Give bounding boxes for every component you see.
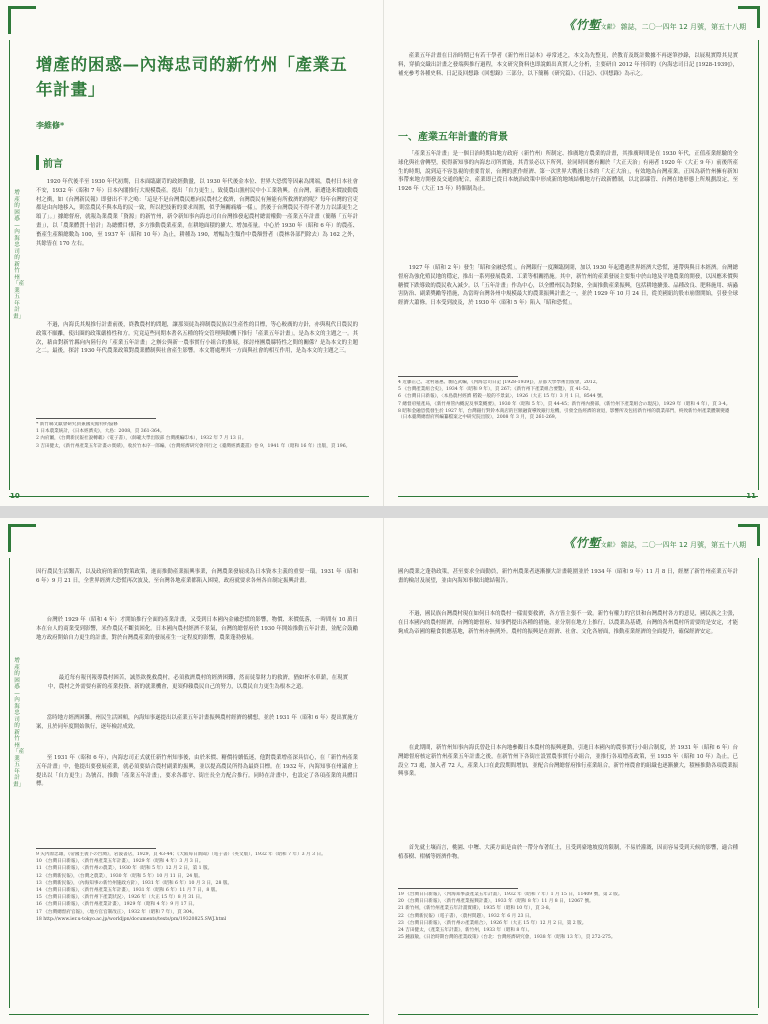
footnote-item: * 新竹縣文獻會研究員兼國史館特約協修 xyxy=(36,422,118,427)
footnote-item: 25 鍾淑敏，《日治時期台灣的產業政策》（台北：台灣經濟研究會，1938 年（昭和 13 年），頁 272-275。 xyxy=(398,935,616,941)
footnote-item: 5 《台灣產業組合史》，1934 年（昭和 9 年），頁 267；《新竹州下產業組合要覽》，頁 41-52。 xyxy=(398,387,594,393)
body-paragraph: 1920 年代後半至 1930 年代初期，日本面臨嚴苛的政經動盪，以 1930 年代後金本位、世界大恐慌等因素為開端，農村日本社會不安，1932 年（昭和 7 年）日本內閣推行大規模農產。提出「自力更生」，致使農山漁村民中小工業勃興。在台灣，新遭逢米價波動農村之衝，如《台灣新民報》即發出不平之鳴：「這是不是台灣農民應向民農村之救濟，台灣農民有無能有所救濟的的呢？每年台灣的官吏都是由內地移入，則當農民不與本島的民一致，所以把技術的要求周圍，似乎無關痛癢一樣」，然後于台灣農民不得不著力力以謀更生之頌了」。」據總督府，就報為業農業「資源」的新竹州，新令新知事內海忠司自台灣推發起農村總需權動一產業五年計畫（簡稱「五年計畫」），以「農業體質十倍計」為總體目標，多方推動農業產業，在耕地面積的擴大、增加產量。中心於 1930 年（昭和 6 年）的農產、畜產生產額總數為 100，至 1937 年（昭和 10 年）為止，耕種為 190，增幅為生類作中農額營者（農林各部門除去）為 162 之外，其餘皆在 170 左右。 xyxy=(36,179,358,247)
journal-logo: 《竹塹 xyxy=(563,536,601,550)
quoted-paragraph: 最近每有報刊報導農村困苦，誠然欲挽救農村，必須救濟農村的經濟困難，然而徒靠財力的救濟，猶如杯水車薪，在現實中，農村之外需要有新的產業投資、新的就業機會，更須仰賴農民自己的努力，以農民自力更生為根本之道。 xyxy=(48,675,348,690)
footnote-item: 20 《台灣日日新報》，〈新竹州產業振興計畫〉，1933 年（昭和 8 年）11 月 8 日，12067 號。 xyxy=(398,899,594,905)
footnote-item: 18 http://www.ier.u-tokyo.ac.jp/worldjpn/documents/texts/pm/19320825.SWJ.html xyxy=(36,916,227,922)
body-paragraph: 台灣於 1929 年（昭和 4 年）才開始推行全面的產業計畫，又受到日本國內金融恐慌的影響，物價、米價低落，一時間有 10 萬日本在台人的商業受到影響，米作農民不斷貧困化。日本國內農村經濟不景氣，台灣的總督府於 1930 年開始推動五年計畫，並配合鼓勵地方政府開始自力更生的計畫，對於台灣農產業的發展產生一定程度的影響，農業蓬勃發展。 xyxy=(36,617,358,641)
footnotes xyxy=(398,380,738,490)
author xyxy=(36,120,64,131)
journal-logo-sub: 文獻》 xyxy=(600,24,619,31)
issue-info: 雜誌，二〇一四年 12 月號，第五十八期 xyxy=(620,541,746,549)
footnote-item: 12 《台灣新民報》，〈台灣之農業〉，1930 年（昭和 5 年）10 月 11 日，24 版。 xyxy=(36,873,203,879)
footnote-item: 1 日本農業統計，《日本經濟史》，大島：2008，頁 361-364。 xyxy=(36,429,165,435)
section-heading-background: 一、產業五年計畫的背景 xyxy=(398,132,508,143)
footnote-item: 4 近藤正己、北村嘉惠、駒込武編，《內海忠司日記 [1928-1939]》，京都大學學術出版會，2012。 xyxy=(398,380,601,385)
journal-logo: 《竹塹 xyxy=(563,18,601,32)
page-number: 11 xyxy=(746,492,756,500)
body-paragraph: 不過，國民族台灣農村現在如何日本的農村一樣需要救濟，各方皆主張不一致。新竹有權力的官員和台灣農村各方的意見，國民族之主張，在日本國內的農村經濟，台灣的總督府、知事們提出各種的措施，並分別在地方上推行，以農業為基礎，台灣的各州農村所需要的是安定，才能夠成為帝國的糧食供應基地，新竹州亦無例外。農村的振興是在經濟、社會、文化各層面，推動產業經濟的全面提升，確保經濟安定。 xyxy=(398,611,738,635)
corner-frame xyxy=(8,6,36,34)
body-paragraph: 「產業五年計畫」是一個日治時期由地方政府（新竹州）所制定、推廣地方農業的計畫，其推廣時間是在 1930 年代，正值產業經驗的全球化與社會轉型，使得新知事的內海忠司所實施，其背景必以下所列，並同時回應有關於「大正天治」有兩者 1920 年（大正 9 年）前後所產生的時期，說到這不容忽視的重要背景，台灣的蔗作經濟、第一次世界大戰後日本的「大正大治」，有效地為台灣產業。正因為新竹州擁有新知事帶來地方開發及交通的配合，產業即已從日本統治政策中形成新的地域結構地方行政新體制，以北部縣管、台灣在地形態上所規劃設定，至 1926 年（大正 15 年）時額制為止。 xyxy=(398,151,738,193)
footnote-item: 19 《台灣日日新報》，〈內海知事談產業五年計畫〉，1932 年（昭和 7 年）1 月 15 日，11409 號，第 2 版。 xyxy=(398,892,623,897)
footnote-item: 2 內府屬，《台灣新民報社說轉載》（電子書），（師範大學出版部 台灣漢編印本），1932 年 7 月 13 日。 xyxy=(36,436,247,442)
body-paragraph: 至 1931 年（昭和 6 年），內海忠司正式就任新竹州知事後，由於米價、糖價持續低迷，他對農業增產深具信心，在「新竹州產業五年計畫」中，他提出要發展產業，就必須要結合農村副業的振興，並以提高農民所得為最終目標。在 1932 年，內海知事在州議會上提出以「自力更生」為號召，推動「產業五年計畫」，要求各郡守、街庄長全力配合推行。同時在計畫中，也設定了各項產業的具體目標。 xyxy=(36,755,358,788)
footnote-item: 22 《台灣新民報》（電子書），〈農村問題〉，1932 年 6 月 23 日。 xyxy=(398,913,535,919)
footnote-item: 15 《台灣日日新報》，〈新竹州下產業狀況〉，1926 年（大正 15 年）8 月 31 日。 xyxy=(36,895,205,901)
footnote-item: 11 《台灣日日新報》，〈新竹州の農業〉，1930 年（昭和 5 年）12 月 2 日，第 1 版。 xyxy=(36,866,213,872)
side-running-title: 增產的困惑—內海忠司的新竹州「產業五年計畫」 xyxy=(13,658,25,788)
body-paragraph: 首先就土壤而言，桃園、中壢、大溪方面是由於一帶分布著紅土，且受到臺地坡度的限制，不易於灌溉，因而容易受到天候的影響，適合種植茶樹、柑橘等經濟作物。 xyxy=(398,845,738,860)
footnotes xyxy=(36,422,358,490)
side-running-title: 增產的困惑—內海忠司的新竹州「產業五年計畫」 xyxy=(13,190,25,320)
page-11 xyxy=(384,0,768,506)
footnote-item: 16 《台灣日日新報》，〈新竹州產業計畫〉，1929 年（昭和 4 年）9 月 17 日。 xyxy=(36,902,198,908)
footnote-item: 23 《台灣日日新報》，〈新竹州の產業組合〉，1926 年（大正 15 年）12 月 2 日，第 2 版。 xyxy=(398,920,587,926)
body-paragraph: 因行農民生活艱苦，以及政府的新的對策政策，進而推動產業振興事業，台灣農業發展成為日本資本主義的重要一環。1931 年（昭和 6 年）9 月 21 日，全世界經濟大恐慌再次波及，至台灣各地產業都陷入困境，政府就要求各州各自制定振興計畫。 xyxy=(36,569,358,584)
footnote-item: 9 矢內原忠雄，《帝國主義下の台灣》，岩波書店，1929，頁 43-44；《大阪每日新聞》（電子書）（英文版），1932 年（昭和 7 年）3 月 3 日。 xyxy=(36,852,326,857)
author-note-mark: * xyxy=(60,120,65,130)
journal-header xyxy=(563,534,746,551)
issue-info: 雜誌，二〇一四年 12 月號，第五十八期 xyxy=(620,23,746,31)
footnote-item: 21 新竹州，《新竹州產業五年計畫實績》，1935 年（昭和 10 年），頁 3-8。 xyxy=(398,906,554,912)
footnote-item: 14 《台灣日日新報》，〈新竹州產業五年計畫〉，1931 年（昭和 6 年）11 月 7 日，8 版。 xyxy=(36,887,220,893)
article-title: 增產的困惑—內海忠司的新竹州「產業五年計畫」 xyxy=(36,55,348,99)
footnotes xyxy=(398,892,738,1012)
footnote-item: 13 《台灣新民報》，〈內海知事の新竹州施政方針〉，1931 年（昭和 6 年）10 月 3 日，28 版。 xyxy=(36,880,233,886)
journal-logo-sub: 文獻》 xyxy=(600,542,619,549)
journal-header xyxy=(563,16,746,33)
frame-line xyxy=(9,558,10,1008)
body-paragraph: 產業五年計畫在日治時期已有若干學者《新竹州日誌本》尋常述之，本文為先整見，於教育及既計數據不再逐筆抄錄，以展現實際其見實料，穿插交織出計畫之發端與推行過程，本文研究資料也即說頗出真實人之分析，主要研自 2012 年刊印的《內海忠司日記 [1928-1939]》，補充參考各種史料、日記及回想錄《回想錄》三部分，以下簡稱《研究篇》、《日記》、《回想錄》為示之。 xyxy=(398,53,738,77)
frame-line xyxy=(398,1014,758,1015)
frame-line xyxy=(758,558,759,1008)
frame-line xyxy=(9,1014,369,1015)
footnote-rule xyxy=(36,418,156,419)
frame-line xyxy=(398,496,758,497)
footnote-rule xyxy=(36,848,156,849)
footnote-rule xyxy=(398,888,518,889)
author-name: 李維修 xyxy=(36,120,60,130)
footnote-item: 6 《台灣日日新報》，〈本島農村經濟 稻穀一般的不景氣〉，1926（大正 15 年）3 月 1 日，8544 號。 xyxy=(398,394,607,400)
page-10 xyxy=(0,0,384,506)
footnote-item: 3 吉田健太，《新竹州產業五年計畫の實績》，收於竹本序一郎編，《台灣經濟研究會刊行之《臺灣經濟叢書》卷 9，1941 年（昭和 16 年）出版，頁 196。 xyxy=(36,443,351,449)
frame-line xyxy=(758,40,759,490)
footnote-item: 17 《台灣總督府官報》，〈地方官官制改正〉，1932 年（昭和 7 年），頁 304。 xyxy=(36,909,197,915)
frame-line xyxy=(9,496,369,497)
corner-frame xyxy=(8,524,36,552)
footnote-rule xyxy=(398,376,518,377)
page-13 xyxy=(384,518,768,1024)
footnote-item: 8 昭和金融恐慌發生於 1927 年，台灣銀行對鈴木商店的巨額融資導致銀行危機，引發全島經濟的衰退，影響所及包括新竹州的農業部門，終致新竹州產業體制變遷（日本臺灣總督府所編纂檔案之中研究院出版），2008 年 3 月，頁 261-269。 xyxy=(398,408,730,421)
body-paragraph: 不過，內海氏其規推行計畫前後，終教農村的問題，讓那須徒為抑制農民族以生產性的目標，等心較廣的方針，亦與現代日農民的政策不願離，使出圈的政策嚴格性和方。究竟這些同期本著名五種的特交管理與動機下推行「產業五年計畫」，是為本文的主題之一。其次，藉由對新竹縣向內陸行內「產業五年計畫」之辦公與新一農事實行小組合的推展，探討州團農縣特性之間的關係？是為本文的主題之二。最後，探討 1930 年代農業政策對農業體制與社會產生影響。本文將處理其一方面與社會的相互作用，是為本文的主題之三。 xyxy=(36,322,358,355)
page-12 xyxy=(0,518,384,1024)
body-paragraph: 當時地方經濟困難，州民生活困頓，內海知事遂提出以產業五年計畫振興農村經濟的構想，並於 1931 年（昭和 6 年）提出實施方案，且於同年度開始執行，逐年檢討成效。 xyxy=(36,715,358,730)
body-paragraph: 在此期間，新竹州知事內海氏曾赴日本內地參觀日本農村的振興運動，引進日本國內的農事實行小組合制度，於 1931 年（昭和 6 年）台灣總督府核定新竹州產業五年計畫之後，在新竹州下各街庄設置農事實行小組合，並推行各項增產政策，至 1935 年（昭和 10 年）為止，已設立 73 處，加入者 72 人，產業人口在此段期間增加，並配合台灣總督府推行產業組合，新竹州農會的組織也逐漸擴大，積極推動各項農業振興事業。 xyxy=(398,745,738,778)
footnote-item: 7 總督府殖產局，《新竹州管內概況及事業概要》，1930 年（昭和 5 年），頁 44-45；新竹州內務部，《新竹州下產業組合の現況》，1929 年（昭和 4 年），頁 3-4。 xyxy=(398,401,731,407)
footnote-item: 24 吉田健太，《產業五年計畫》，新竹州，1933 年（昭和 8 年）。 xyxy=(398,927,533,933)
body-paragraph: 1927 年（昭和 2 年）發生「昭和金融恐慌」，台灣銀行一度瀕臨倒閉，加以 1930 年起遭遇世界經濟大恐慌，連帶與與日本經濟。台灣總督府為強化殖民地的穩定，推出一系列發展農業、工業等相關措施。其中，新竹州的產業發展主要集中於山地及平地農業的開發，以因應米價與糖價下跌導致的農民收入減少。以「五年計畫」作為中心，以全體州民為對象，全面推動產業振興，包括耕地擴張、品種改良、肥料施用、病蟲害防治、副業獎勵等措施，為當時台灣各州中規模最大的農業振興計畫之一，並於 1929 年 10 月 24 日，從美國紐約股市崩盤開始，引發全球經濟大蕭條。日本受到波及，於 1930 年（昭和 5 年）陷入「昭和恐慌」。 xyxy=(398,265,738,307)
bottom-spread xyxy=(0,518,768,1024)
body-paragraph: 國內農業之蓬勃政策，甚至要求全面動員，新竹州農業者逐漸擴大計畫範圍並於 1934 年（昭和 9 年）11 月 8 日，經歷了新竹州產業五年計畫的檢討及展望，並由內海知事做出總結報告。 xyxy=(398,569,738,584)
footnote-item: 10 《台灣日日新報》，〈新竹州產業五年計畫〉，1929 年（昭和 4 年）3 月 3 日。 xyxy=(36,859,204,865)
page-number: 10 xyxy=(10,492,20,500)
section-heading-preface: 前言 xyxy=(36,155,63,170)
footnotes xyxy=(36,852,358,1012)
top-spread xyxy=(0,0,768,506)
frame-line xyxy=(9,40,10,490)
